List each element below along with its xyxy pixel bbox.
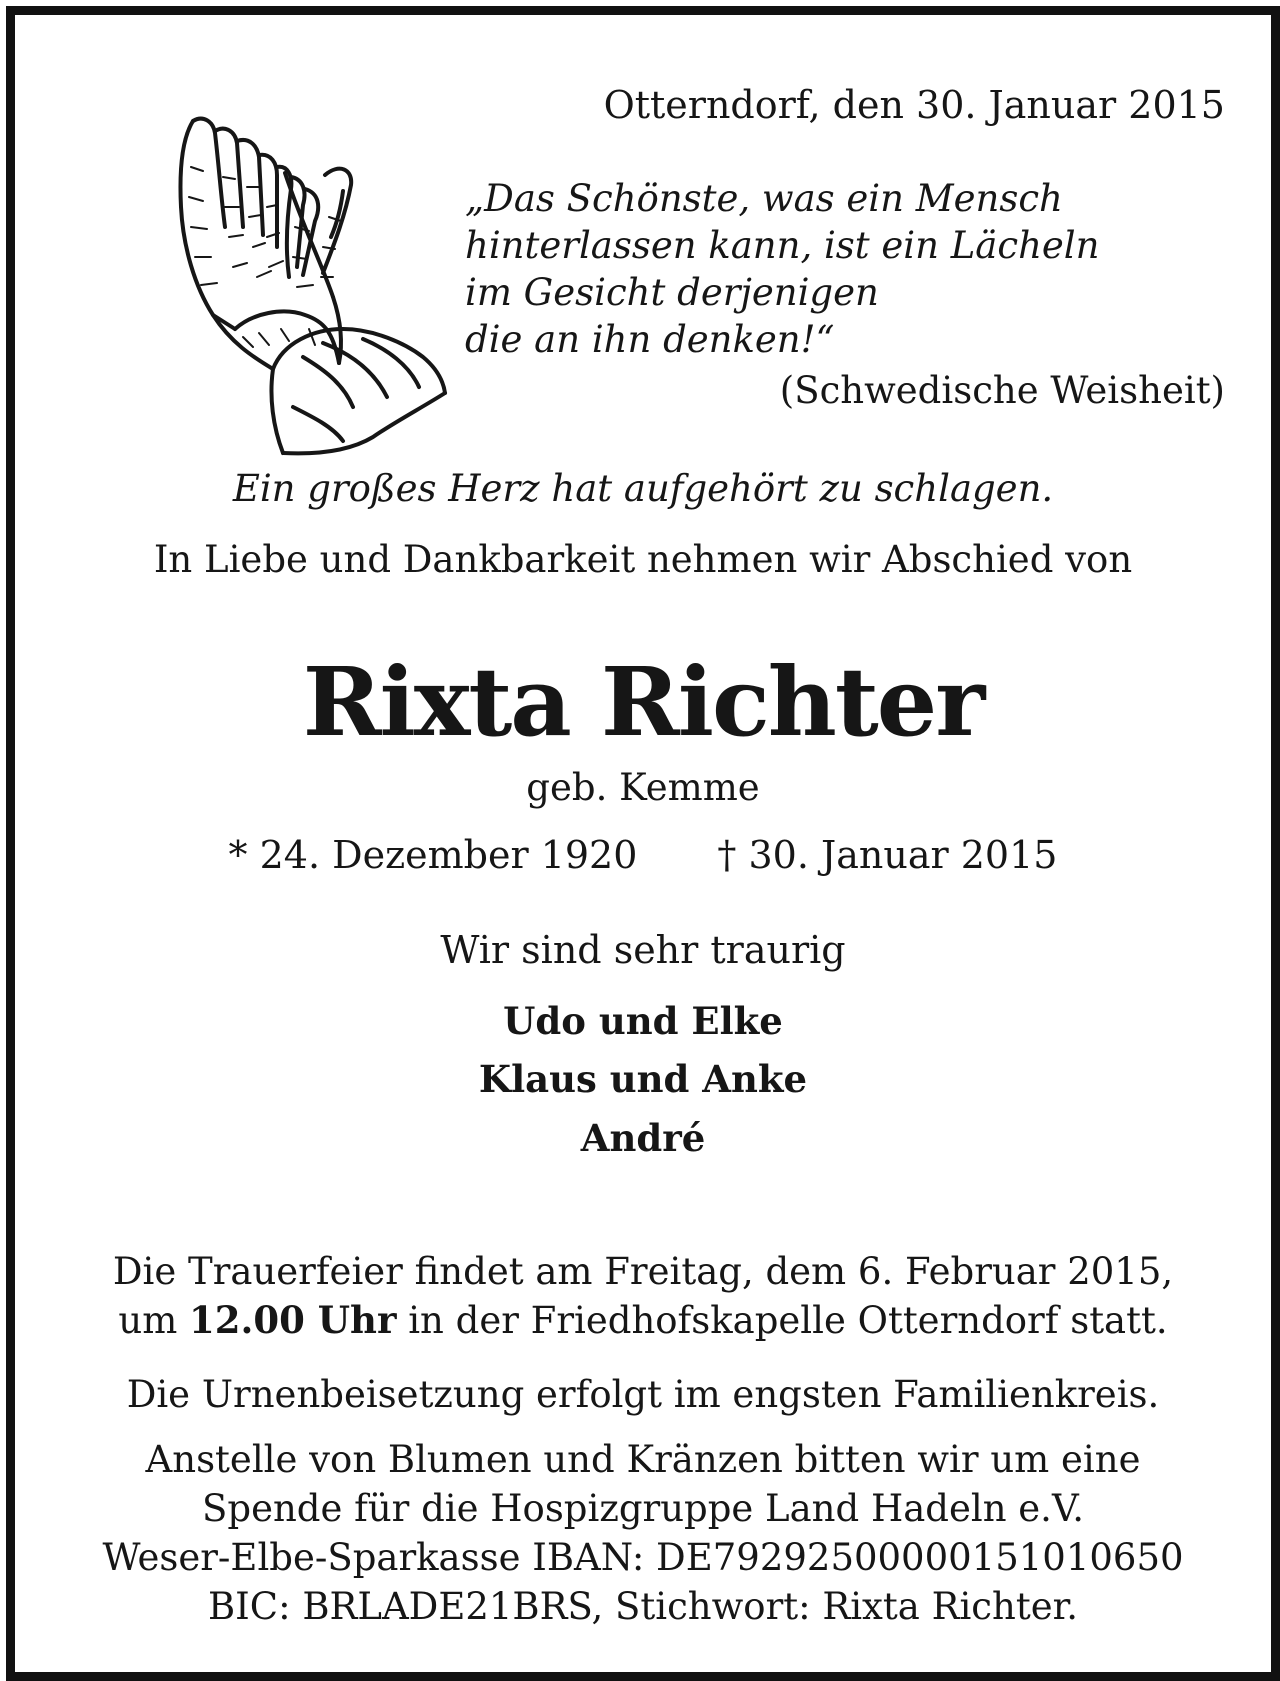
donation-line: Spende für die Hospizgruppe Land Hadeln e.V.: [202, 1487, 1084, 1530]
birth-date: * 24. Dezember 1920: [228, 833, 638, 877]
quote-line: die an ihn denken!“: [465, 318, 835, 361]
donation-notice: [15, 1435, 1271, 1631]
funeral-notice: [15, 1247, 1271, 1345]
quote-line: „Das Schönste, was ein Mensch: [465, 177, 1063, 220]
quote-source: (Schwedische Weisheit): [779, 369, 1225, 412]
quote-line: hinterlassen kann, ist ein Lächeln: [465, 224, 1100, 267]
donation-line: Anstelle von Blumen und Kränzen bitten wir um eine: [145, 1438, 1141, 1481]
deceased-name: Rixta Richter: [302, 647, 984, 758]
urn-notice: Die Urnenbeisetzung erfolgt im engsten Familienkreis.: [126, 1373, 1160, 1416]
farewell-line: In Liebe und Dankbarkeit nehmen wir Abschied von: [153, 538, 1133, 581]
mourner-name: Klaus und Anke: [478, 1057, 808, 1101]
funeral-line: [15, 1296, 1271, 1345]
quote-line: im Gesicht derjenigen: [465, 271, 879, 314]
praying-hands-icon: [173, 107, 463, 457]
place-date: Otterndorf, den 30. Januar 2015: [603, 83, 1225, 127]
life-dates: [15, 833, 1271, 877]
funeral-text: um: [118, 1299, 190, 1342]
mourners-intro: Wir sind sehr traurig: [440, 928, 846, 972]
death-date: † 30. Januar 2015: [717, 833, 1058, 877]
maiden-name: geb. Kemme: [526, 766, 760, 809]
donation-line: BIC: BRLADE21BRS, Stichwort: Rixta Richter.: [207, 1585, 1078, 1628]
mourner-name: André: [580, 1116, 706, 1160]
funeral-text: in der Friedhofskapelle Otterndorf statt.: [396, 1299, 1168, 1342]
mourner-name: Udo und Elke: [503, 999, 783, 1043]
funeral-time: 12.00 Uhr: [189, 1298, 397, 1342]
obituary-frame: [6, 6, 1280, 1681]
quote-block: [465, 175, 1099, 363]
donation-line: Weser-Elbe-Sparkasse IBAN: DE79292500000151010650: [102, 1536, 1184, 1579]
funeral-line: Die Trauerfeier findet am Freitag, dem 6. Februar 2015,: [112, 1250, 1174, 1293]
heart-line: Ein großes Herz hat aufgehört zu schlagen.: [232, 467, 1054, 510]
